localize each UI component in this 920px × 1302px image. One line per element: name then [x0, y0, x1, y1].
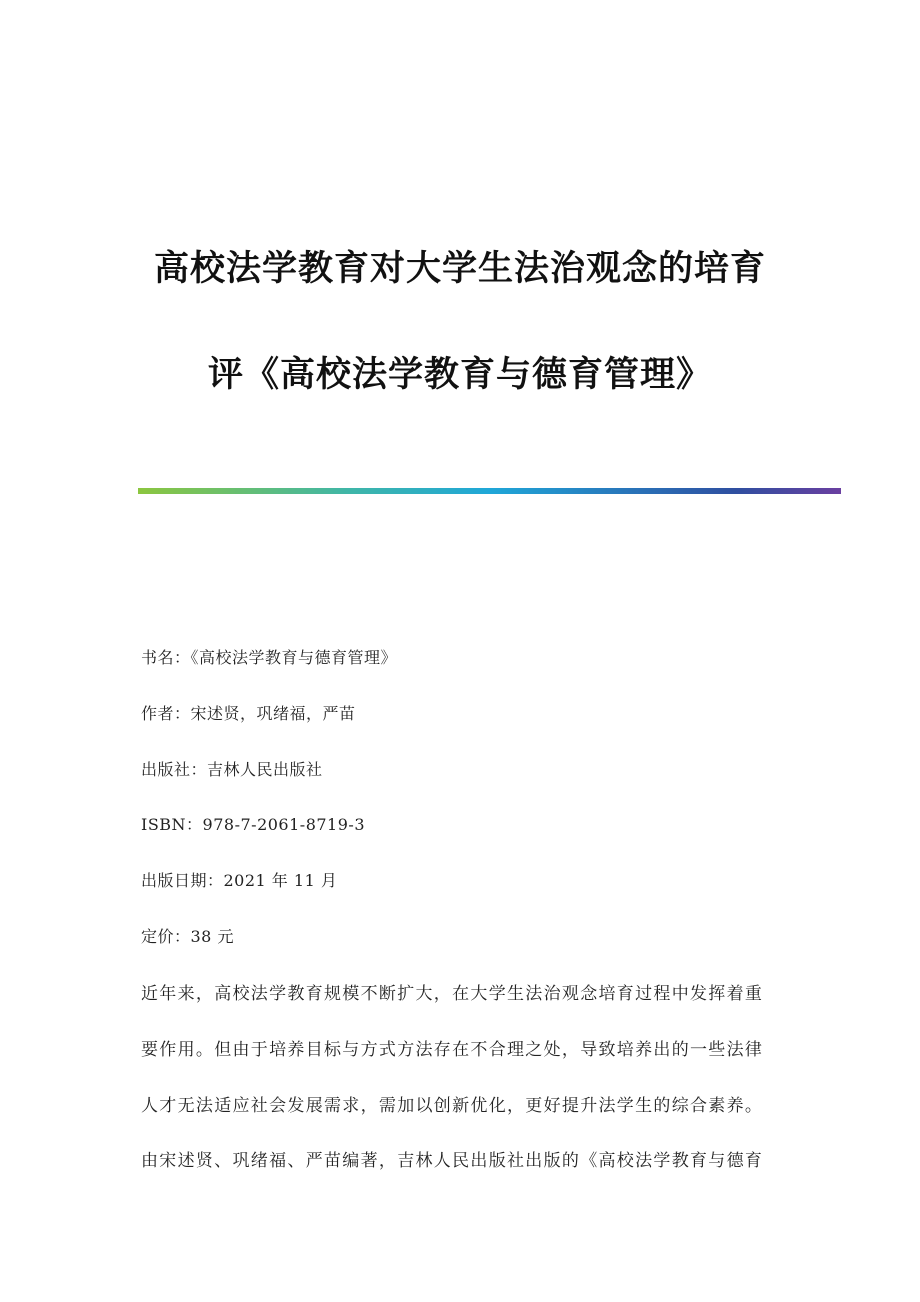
gradient-divider	[138, 488, 841, 494]
body-text-line: 近年来，高校法学教育规模不断扩大，在大学生法治观念培育过程中发挥着重	[141, 984, 764, 1004]
body-text-line: 要作用。但由于培养目标与方式方法存在不合理之处，导致培养出的一些法律	[141, 1040, 764, 1060]
meta-book-name: 书名：《高校法学教育与德育管理》	[141, 648, 398, 667]
document-title-line-2: 评《高校法学教育与德育管理》	[207, 355, 712, 396]
meta-price: 定价：38 元	[141, 927, 234, 946]
body-text-line: 人才无法适应社会发展需求，需加以创新优化，更好提升法学生的综合素养。	[141, 1096, 764, 1116]
body-text-line: 由宋述贤、巩绪福、严苗编著，吉林人民出版社出版的《高校法学教育与德育	[141, 1151, 764, 1171]
meta-isbn: ISBN：978-7-2061-8719-3	[141, 815, 366, 834]
document-title-line-1: 高校法学教育对大学生法治观念的培育	[153, 249, 766, 290]
meta-publication-date: 出版日期：2021 年 11 月	[141, 871, 338, 890]
meta-author: 作者：宋述贤，巩绪福，严苗	[141, 704, 356, 723]
meta-publisher: 出版社：吉林人民出版社	[141, 760, 323, 779]
